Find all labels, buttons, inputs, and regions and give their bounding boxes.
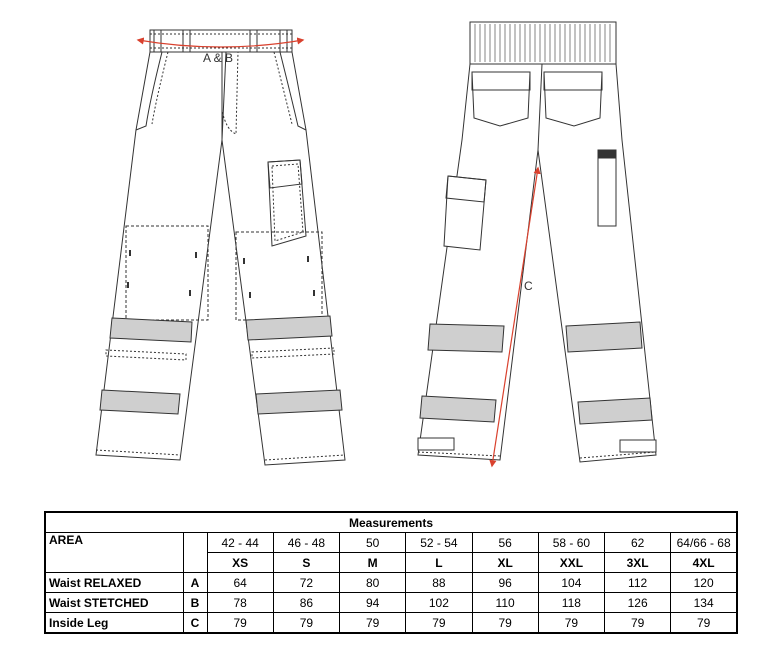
value-cell: 80 (340, 573, 406, 593)
table-title: Measurements (45, 512, 737, 533)
row-label: Waist RELAXED (45, 573, 183, 593)
value-cell: 79 (340, 613, 406, 634)
row-label: Inside Leg (45, 613, 183, 634)
size-cell: XL (472, 553, 538, 573)
value-cell: 96 (472, 573, 538, 593)
value-cell: 126 (605, 593, 671, 613)
size-cell: XXL (538, 553, 604, 573)
value-cell: 79 (538, 613, 604, 634)
back-view (418, 22, 656, 462)
value-cell: 134 (671, 593, 737, 613)
value-cell: 79 (671, 613, 737, 634)
range-cell: 50 (340, 533, 406, 553)
size-cell: 3XL (605, 553, 671, 573)
measurements-table (44, 511, 738, 634)
value-cell: 88 (406, 573, 472, 593)
value-cell: 110 (472, 593, 538, 613)
value-cell: 120 (671, 573, 737, 593)
range-cell: 42 - 44 (207, 533, 273, 553)
front-view (96, 30, 345, 465)
size-cell: L (406, 553, 472, 573)
row-code: B (183, 593, 207, 613)
value-cell: 102 (406, 593, 472, 613)
value-cell: 72 (273, 573, 339, 593)
range-cell: 52 - 54 (406, 533, 472, 553)
value-cell: 64 (207, 573, 273, 593)
row-code: C (183, 613, 207, 634)
size-cell: S (273, 553, 339, 573)
value-cell: 104 (538, 573, 604, 593)
size-cell: M (340, 553, 406, 573)
range-cell: 46 - 48 (273, 533, 339, 553)
code-header-cell (183, 533, 207, 553)
size-row (45, 553, 737, 573)
table-row (45, 613, 737, 634)
range-cell: 62 (605, 533, 671, 553)
value-cell: 112 (605, 573, 671, 593)
range-cell: 64/66 - 68 (671, 533, 737, 553)
size-cell: XS (207, 553, 273, 573)
value-cell: 86 (273, 593, 339, 613)
code-header-continued (183, 553, 207, 573)
value-cell: 79 (472, 613, 538, 634)
table-row (45, 573, 737, 593)
area-header-continued (45, 553, 183, 573)
range-cell: 58 - 60 (538, 533, 604, 553)
value-cell: 79 (406, 613, 472, 634)
value-cell: 78 (207, 593, 273, 613)
value-cell: 94 (340, 593, 406, 613)
table-title-row (45, 512, 737, 533)
back-measure-label: C (524, 279, 533, 293)
front-measure-label: A & B (203, 51, 234, 65)
size-cell: 4XL (671, 553, 737, 573)
row-label: Waist STETCHED (45, 593, 183, 613)
range-cell: 56 (472, 533, 538, 553)
value-cell: 118 (538, 593, 604, 613)
value-cell: 79 (605, 613, 671, 634)
row-code: A (183, 573, 207, 593)
range-row (45, 533, 737, 553)
table-row (45, 593, 737, 613)
value-cell: 79 (207, 613, 273, 634)
area-header: AREA (45, 533, 183, 553)
value-cell: 79 (273, 613, 339, 634)
